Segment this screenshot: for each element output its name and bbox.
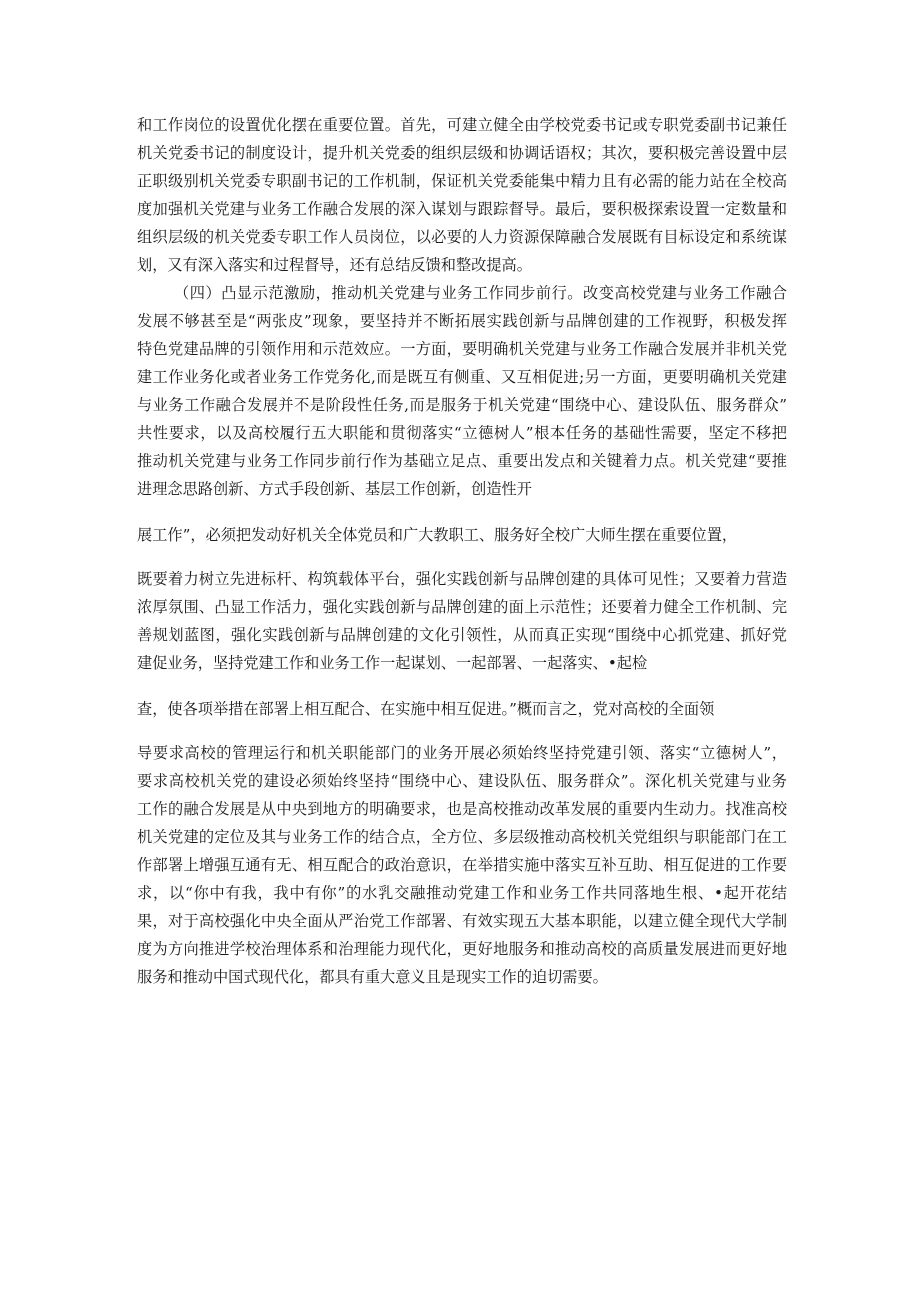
text-line: 善规划蓝图，强化实践创新与品牌创建的文化引领性，从而真正实现“围绕中心抓党建、抓好党: [137, 626, 787, 644]
text-line: 推动机关党建与业务工作同步前行作为基础立足点、重要出发点和关键着力点。机关党建“要推: [137, 452, 787, 470]
text-line: 度为方向推进学校治理体系和治理能力现代化，更好地服务和推动高校的高质量发展进而更好地: [137, 940, 787, 958]
text-line: 和工作岗位的设置优化摆在重要位置。首先，可建立健全由学校党委书记或专职党委副书记兼任: [137, 116, 787, 134]
text-line: 机关党委书记的制度设计，提升机关党委的组织层级和协调话语权；其次，要积极完善设置中层: [137, 144, 787, 162]
text-line: 导要求高校的管理运行和机关职能部门的业务开展必须始终坚持党建引领、落实“立德树人”，: [137, 744, 787, 762]
text-line: 发展不够甚至是“两张皮”现象，要坚持并不断拓展实践创新与品牌创建的工作视野，积极发挥: [137, 312, 787, 330]
text-line: 要求高校机关党的建设必须始终坚持“围绕中心、建设队伍、服务群众”。深化机关党建与业务: [137, 772, 787, 790]
text-line: 果，对于高校强化中央全面从严治党工作部署、有效实现五大基本职能，以建立健全现代大学制: [137, 912, 787, 930]
text-line: 展工作”，必须把发动好机关全体党员和广大教职工、服务好全校广大师生摆在重要位置，: [137, 526, 738, 544]
text-line: 共性要求，以及高校履行五大职能和贯彻落实“立德树人”根本任务的基础性需要，坚定不移把: [137, 424, 787, 442]
text-line: 工作的融合发展是从中央到地方的明确要求，也是高校推动改革发展的重要内生动力。找准高校: [137, 800, 787, 818]
text-line: 作部署上增强互通有无、相互配合的政治意识，在举措实施中落实互补互助、相互促进的工作要: [137, 856, 787, 874]
text-line: 正职级别机关党委专职副书记的工作机制，保证机关党委能集中精力且有必需的能力站在全校高: [137, 172, 787, 190]
text-line: 度加强机关党建与业务工作融合发展的深入谋划与跟踪督导。最后，要积极探索设置一定数量和: [137, 200, 787, 218]
text-line: 查，使各项举措在部署上相互配合、在实施中相互促进。”概而言之，党对高校的全面领: [137, 700, 715, 718]
text-line: 机关党建的定位及其与业务工作的结合点，全方位、多层级推动高校机关党组织与职能部门在工: [137, 828, 787, 846]
text-line: 进理念思路创新、方式手段创新、基层工作创新，创造性开: [137, 480, 532, 498]
text-line: 建促业务，坚持党建工作和业务工作一起谋划、一起部署、一起落实、•起检: [137, 654, 648, 672]
text-line: 建工作业务化或者业务工作党务化,而是既互有侧重、又互相促进;另一方面，更要明确机关党建: [137, 368, 787, 386]
text-line: 服务和推动中国式现代化，都具有重大意义且是现实工作的迫切需要。: [137, 968, 608, 986]
text-line: 划，又有深入落实和过程督导，还有总结反馈和整改提高。: [137, 256, 532, 274]
text-line: 浓厚氛围、凸显工作活力，强化实践创新与品牌创建的面上示范性；还要着力健全工作机制、完: [137, 598, 787, 616]
section-heading-line: （四）凸显示范激励，推动机关党建与业务工作同步前行。改变高校党建与业务工作融合: [174, 284, 787, 302]
text-line: 与业务工作融合发展并不是阶段性任务,而是服务于机关党建“围绕中心、建设队伍、服务群众”: [137, 396, 787, 414]
text-line: 求，以“你中有我，我中有你”的水乳交融推动党建工作和业务工作共同落地生根、•起开花结: [137, 884, 787, 902]
text-line: 特色党建品牌的引领作用和示范效应。一方面，要明确机关党建与业务工作融合发展并非机关党: [137, 340, 787, 358]
text-line: 组织层级的机关党委专职工作人员岗位，以必要的人力资源保障融合发展既有目标设定和系统谋: [137, 228, 787, 246]
text-line: 既要着力树立先进标杆、构筑载体平台，强化实践创新与品牌创建的具体可见性；又要着力营造: [137, 570, 787, 588]
